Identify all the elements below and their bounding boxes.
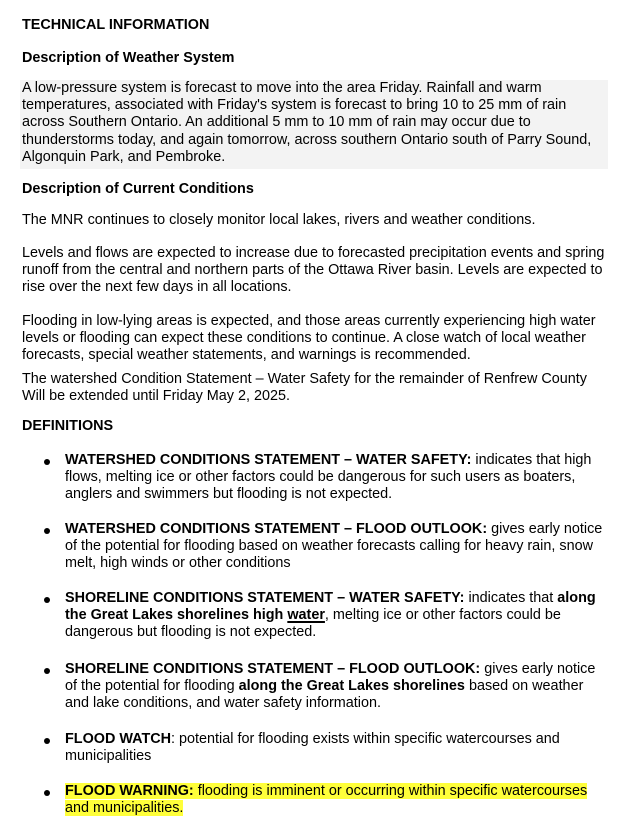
- definition-text: [65, 521, 610, 573]
- definition-description: : potential for flooding exists within specific watercourses and municipalities: [65, 731, 560, 765]
- definition-term: FLOOD WATCH: [65, 731, 172, 747]
- definition-term: WATERSHED CONDITIONS STATEMENT – FLOOD OUTLOOK:: [65, 521, 488, 537]
- definition-emphasis: along the Great Lakes shorelines high: [65, 590, 596, 624]
- definition-term: SHORELINE CONDITIONS STATEMENT – FLOOD OUTLOOK:: [65, 661, 481, 677]
- definition-term: SHORELINE CONDITIONS STATEMENT – WATER SAFETY:: [65, 590, 465, 606]
- definition-text: [65, 590, 610, 642]
- current-conditions-heading: Description of Current Conditions: [22, 181, 254, 197]
- definition-description: flooding is imminent or occurring within specific watercourses and municipalities.: [65, 783, 588, 817]
- definition-description: , melting ice or other factors could be dangerous but flooding is not expected.: [65, 607, 561, 641]
- definition-description: indicates that: [464, 590, 558, 606]
- bullet-icon: [44, 459, 50, 465]
- definition-term: WATERSHED CONDITIONS STATEMENT – WATER SAFETY:: [65, 452, 472, 468]
- highlighted-text: [65, 783, 587, 816]
- definition-text: [65, 452, 610, 504]
- conditions-paragraph: The watershed Condition Statement – Water Safety for the remainder of Renfrew County Will be extended until Friday May 2, 2025.: [22, 371, 587, 405]
- definition-term: FLOOD WARNING:: [65, 783, 194, 799]
- bullet-icon: [44, 528, 50, 534]
- technical-information-heading: TECHNICAL INFORMATION: [22, 17, 210, 33]
- definition-description: gives early notice of the potential for flooding: [65, 661, 596, 695]
- conditions-paragraph: The MNR continues to closely monitor local lakes, rivers and weather conditions.: [22, 212, 536, 228]
- weather-system-block: [20, 80, 608, 169]
- bullet-icon: [44, 790, 50, 796]
- conditions-paragraph: Flooding in low-lying areas is expected, and those areas currently experiencing high water levels or flooding can expect these conditions to continue. A close watch of local weather forecasts, special weather statements, and warnings is recommended.: [22, 313, 596, 364]
- bullet-icon: [44, 668, 50, 674]
- definition-description: indicates that high flows, melting ice or other factors could be dangerous for such users as boaters, anglers and swimmers but flooding is not expected.: [65, 452, 592, 503]
- definition-text: [65, 731, 610, 765]
- definition-text: [65, 661, 610, 713]
- definition-description: based on weather and lake conditions, and water safety information.: [65, 678, 584, 712]
- weather-system-heading: Description of Weather System: [22, 50, 235, 66]
- conditions-paragraph: Levels and flows are expected to increase due to forecasted precipitation events and spring runoff from the central and northern parts of the Ottawa River basin. Levels are expected to rise over the next few days in all locations.: [22, 245, 605, 296]
- bullet-icon: [44, 738, 50, 744]
- definition-description: gives early notice of the potential for flooding based on weather forecasts calling for heavy rain, snow melt, high winds or other conditions: [65, 521, 603, 572]
- definition-text: [65, 783, 610, 817]
- definition-emphasis: along the Great Lakes shorelines: [238, 678, 465, 695]
- definition-underlined-word: water: [287, 607, 325, 624]
- definitions-heading: DEFINITIONS: [22, 418, 114, 434]
- bullet-icon: [44, 597, 50, 603]
- weather-system-paragraph: A low-pressure system is forecast to move into the area Friday. Rainfall and warm temperatures, associated with Friday's system is forecast to bring 10 to 25 mm of rain across Southern Ontario. An additional 5 mm to 10 mm of rain may occur due to thunderstorms today, and again tomorrow, across southern Ontario south of Parry Sound, Algonquin Park, and Pembroke.: [22, 80, 592, 165]
